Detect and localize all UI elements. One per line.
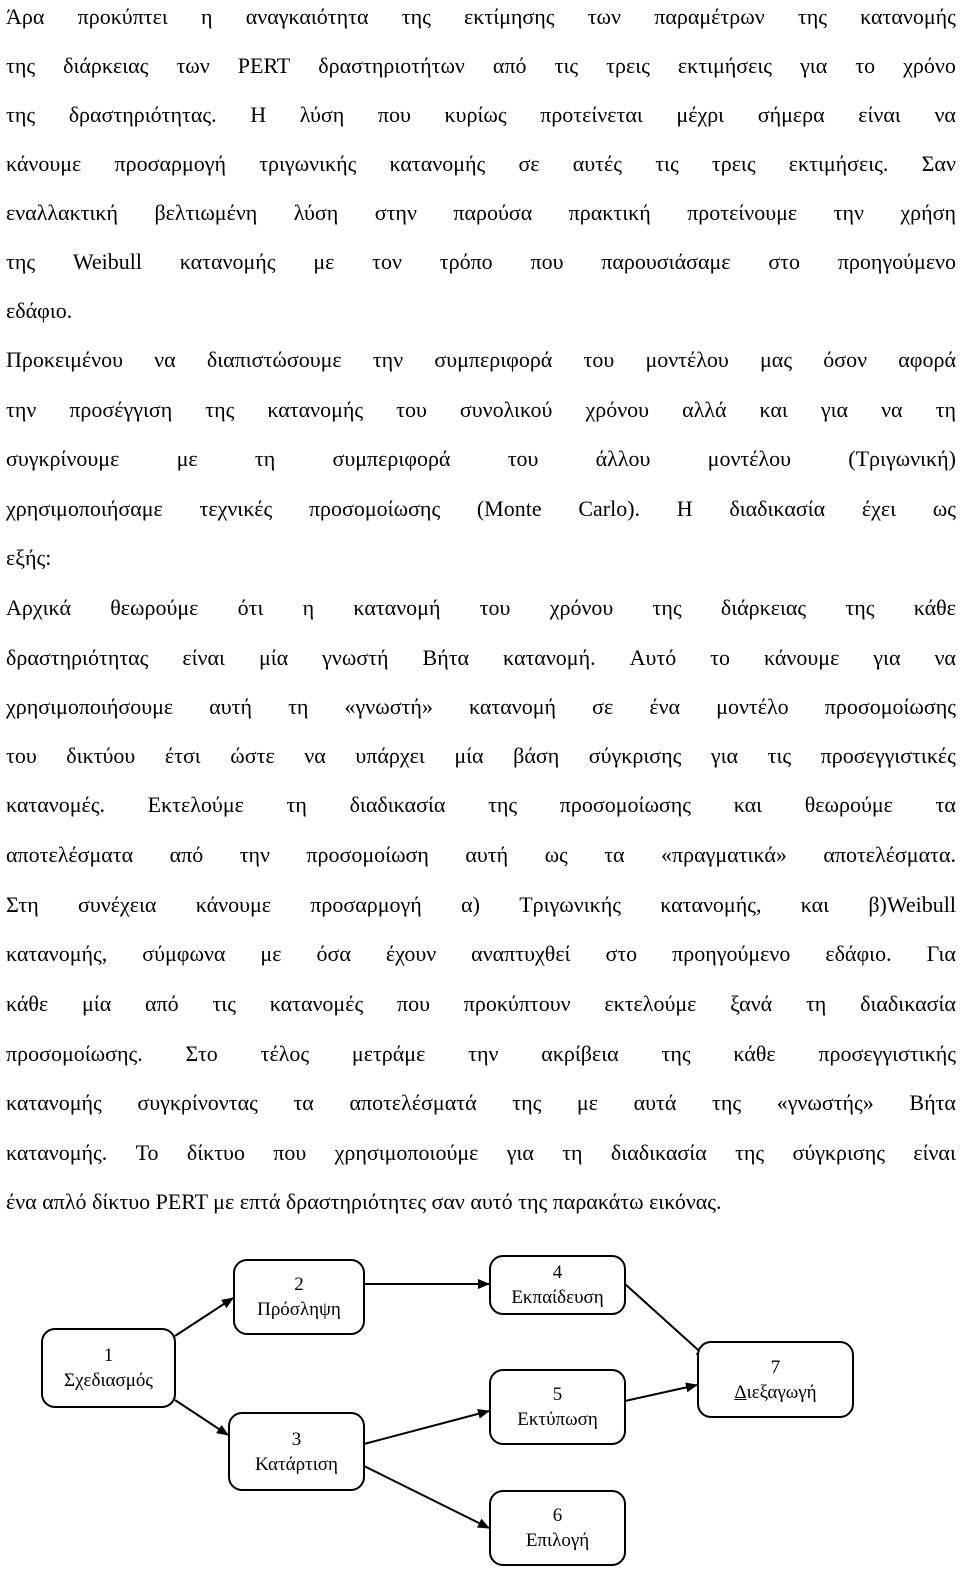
word: διαδικασία xyxy=(860,991,956,1016)
word: (Monte xyxy=(476,496,542,521)
node-number: 6 xyxy=(552,1505,563,1526)
word: δραστηριότητας. xyxy=(68,102,217,127)
word: μία xyxy=(81,991,112,1016)
word: «γνωστής» xyxy=(776,1090,874,1115)
word: το xyxy=(710,645,731,670)
node-label: Κατάρτιση xyxy=(255,1453,338,1475)
word: διαδικασία xyxy=(610,1140,707,1165)
word: θεωρούμε xyxy=(804,792,893,817)
node-7-execution xyxy=(697,1341,854,1418)
text-line xyxy=(6,939,956,969)
word: τον xyxy=(372,249,402,274)
word: σύμφωνα xyxy=(142,941,226,966)
node-number: 5 xyxy=(552,1384,563,1405)
word: κατανομή xyxy=(353,595,441,620)
word: χρησιμοποιήσαμε xyxy=(6,496,163,521)
word: Εκτελούμε xyxy=(147,792,244,817)
word: της xyxy=(712,1090,742,1115)
word: κατανομής, xyxy=(660,892,762,917)
text-line: εξής: xyxy=(6,545,52,570)
word: τα xyxy=(293,1090,314,1115)
word: την xyxy=(239,842,270,867)
word: εναλλακτική xyxy=(6,200,119,225)
word: προσομοίωσης. xyxy=(6,1041,143,1066)
word: με xyxy=(313,249,335,274)
word: προτείνεται xyxy=(540,102,643,127)
word: προσομοίωσης xyxy=(824,694,956,719)
word: είναι xyxy=(182,645,225,670)
word: για xyxy=(506,1140,534,1165)
word: την xyxy=(6,397,37,422)
word: προηγούμενο xyxy=(837,249,956,274)
word: και xyxy=(759,397,788,422)
word: είναι xyxy=(913,1140,956,1165)
word: χρόνου xyxy=(549,595,614,620)
node-1-design xyxy=(41,1328,176,1408)
text-line xyxy=(6,395,956,425)
word: που xyxy=(273,1140,307,1165)
word: δικτύου xyxy=(66,743,136,768)
word: Βήτα xyxy=(909,1090,956,1115)
edge-3-6 xyxy=(364,1466,489,1528)
node-5-printing xyxy=(489,1369,626,1445)
word: λύση xyxy=(293,200,339,225)
word: της xyxy=(6,53,36,78)
word: βάση xyxy=(513,743,560,768)
word: της xyxy=(652,595,682,620)
word: η xyxy=(201,4,213,29)
word: χρήση xyxy=(900,200,956,225)
node-4-education xyxy=(489,1255,626,1315)
word: έχουν xyxy=(385,941,437,966)
word: Άρα xyxy=(6,4,45,29)
word: ακρίβεια xyxy=(541,1041,619,1066)
word: από xyxy=(145,991,179,1016)
node-number: 7 xyxy=(770,1356,781,1378)
word: συμπεριφορά xyxy=(434,347,553,372)
word: μετράμε xyxy=(351,1041,426,1066)
text-line xyxy=(6,444,956,474)
word: της xyxy=(205,397,235,422)
edge-3-5 xyxy=(364,1411,489,1444)
node-label: Διεξαγωγή xyxy=(734,1381,817,1403)
node-3-training-setup xyxy=(228,1412,365,1491)
word: διάρκειας xyxy=(63,53,149,78)
word: τεχνικές xyxy=(199,496,273,521)
word: με xyxy=(260,941,282,966)
word: να xyxy=(934,645,956,670)
word: Αρχικά xyxy=(6,595,71,620)
edge-1-3 xyxy=(175,1400,228,1435)
word: την xyxy=(468,1041,499,1066)
word: της xyxy=(512,1090,542,1115)
word: κατανομής, xyxy=(6,941,108,966)
word: χρησιμοποιούμε xyxy=(334,1140,479,1165)
word: με xyxy=(576,1090,598,1115)
text-line xyxy=(6,890,956,920)
word: τις xyxy=(554,53,579,78)
text-line xyxy=(6,840,956,870)
word: θεωρούμε xyxy=(110,595,199,620)
node-6-selection xyxy=(489,1490,626,1566)
word: κατανομές. xyxy=(6,792,105,817)
word: των xyxy=(176,53,210,78)
word: διαδικασία xyxy=(729,496,826,521)
text-line xyxy=(6,1138,956,1168)
word: σήμερα xyxy=(757,102,825,127)
word: τη xyxy=(288,694,309,719)
word: διάρκειας xyxy=(720,595,807,620)
word: κατανομές xyxy=(269,991,364,1016)
word: των xyxy=(587,4,621,29)
word: για xyxy=(820,397,849,422)
word: κάνουμε xyxy=(6,151,82,176)
word: αναπτυχθεί xyxy=(471,941,571,966)
word: τρόπο xyxy=(439,249,493,274)
word: Στο xyxy=(185,1041,218,1066)
word: προσομοίωσης xyxy=(308,496,441,521)
word: Weibull xyxy=(72,249,142,274)
word: δραστηριοτήτων xyxy=(318,53,465,78)
word: που xyxy=(530,249,564,274)
word: Το xyxy=(135,1140,159,1165)
word: σε xyxy=(518,151,540,176)
word: τις xyxy=(655,151,679,176)
word: για xyxy=(873,645,901,670)
word: τη xyxy=(805,991,827,1016)
word: να xyxy=(881,397,903,422)
word: πρακτική xyxy=(568,200,651,225)
text-line xyxy=(6,198,956,228)
text-line: εδάφιο. xyxy=(6,298,73,323)
word: σύγκρισης xyxy=(792,1140,885,1165)
word: εδάφιο. xyxy=(825,941,892,966)
word: κάθε xyxy=(6,991,49,1016)
word: τα xyxy=(604,842,625,867)
word: παρούσα xyxy=(453,200,533,225)
text-line xyxy=(6,345,956,375)
word: διαπιστώσουμε xyxy=(206,347,342,372)
word: αποτελέσματα. xyxy=(823,842,956,867)
word: από xyxy=(169,842,204,867)
word: ως xyxy=(544,842,568,867)
word: δίκτυο xyxy=(186,1140,245,1165)
word: διαδικασία xyxy=(349,792,446,817)
word: όσα xyxy=(316,941,351,966)
word: στην xyxy=(374,200,417,225)
word: κατανομής xyxy=(860,4,956,29)
word: κάθε xyxy=(733,1041,776,1066)
word: προκύπτει xyxy=(77,4,168,29)
node-label: Σχεδιασμός xyxy=(64,1370,153,1391)
word: η xyxy=(302,595,315,620)
node-2-hiring xyxy=(233,1259,365,1335)
word: εκτίμησης xyxy=(464,4,555,29)
word: της xyxy=(488,792,518,817)
word: αποτελέσματά xyxy=(349,1090,477,1115)
word: μοντέλου xyxy=(707,446,792,471)
word: Σαν xyxy=(921,151,956,176)
word: στο xyxy=(768,249,801,274)
word: Η xyxy=(250,102,267,127)
word: Τριγωνικής xyxy=(519,892,621,917)
word: Αυτό xyxy=(629,645,677,670)
word: Carlo). xyxy=(578,496,641,521)
word: τέλος xyxy=(260,1041,310,1066)
node-number: 4 xyxy=(552,1262,563,1283)
word: κατανομής xyxy=(267,397,364,422)
word: την xyxy=(372,347,404,372)
word: α) xyxy=(461,892,480,917)
word: ένα xyxy=(649,694,681,719)
edge-4-7 xyxy=(625,1284,707,1358)
word: του xyxy=(583,347,615,372)
word: PERT xyxy=(237,53,291,78)
word: που xyxy=(396,991,430,1016)
text-line xyxy=(6,643,956,673)
word: δραστηριότητας xyxy=(6,645,149,670)
word: αποτελέσματα xyxy=(6,842,134,867)
word: συγκρίνοντας xyxy=(137,1090,258,1115)
word: σύγκρισης xyxy=(588,743,682,768)
word: του xyxy=(396,397,427,422)
node-number: 2 xyxy=(294,1274,304,1295)
word: κατανομής xyxy=(6,1090,102,1115)
word: τις xyxy=(212,991,236,1016)
edge-1-2 xyxy=(175,1298,233,1336)
word: της xyxy=(6,249,36,274)
word: κάνουμε xyxy=(195,892,272,917)
text-line xyxy=(6,989,956,1019)
text-line: ένα απλό δίκτυο PERT με επτά δραστηριότητες σαν αυτό της παρακάτω εικόνας. xyxy=(6,1189,722,1214)
word: αναγκαιότητα xyxy=(245,4,369,29)
word: προσομοίωση xyxy=(306,842,429,867)
word: γνωστή xyxy=(322,645,389,670)
word: τριγωνικής xyxy=(259,151,357,176)
word: κάνουμε xyxy=(764,645,840,670)
word: συνέχεια xyxy=(78,892,157,917)
word: της xyxy=(735,1140,765,1165)
word: τη xyxy=(286,792,307,817)
text-line xyxy=(6,1039,956,1069)
word: ως xyxy=(932,496,956,521)
word: που xyxy=(377,102,411,127)
word: της xyxy=(6,102,36,127)
word: αυτή xyxy=(465,842,509,867)
text-line xyxy=(6,247,956,277)
word: να xyxy=(304,743,326,768)
word: (Τριγωνική) xyxy=(848,446,956,471)
word: βελτιωμένη xyxy=(154,200,258,225)
word: Προκειμένου xyxy=(6,347,123,372)
word: προσέγγιση xyxy=(69,397,173,422)
word: τις xyxy=(767,743,792,768)
word: για xyxy=(710,743,739,768)
word: κατανομή xyxy=(469,694,557,719)
word: κατανομή. xyxy=(503,645,596,670)
word: του xyxy=(479,595,511,620)
word: και xyxy=(733,792,763,817)
word: μας xyxy=(760,347,793,372)
word: ώστε xyxy=(230,743,275,768)
word: χρόνου xyxy=(585,397,650,422)
word: προκύπτουν xyxy=(463,991,571,1016)
word: το xyxy=(855,53,876,78)
word: της xyxy=(845,595,875,620)
node-label: Επιλογή xyxy=(525,1530,590,1551)
word: μία xyxy=(258,645,289,670)
word: εκτιμήσεις. xyxy=(788,151,889,176)
word: έτσι xyxy=(164,743,201,768)
word: προηγούμενο xyxy=(672,941,791,966)
word: προτείνουμε xyxy=(687,200,798,225)
word: με xyxy=(176,446,198,471)
word: σε xyxy=(592,694,614,719)
word: κατανομής. xyxy=(6,1140,108,1165)
word: Στη xyxy=(6,892,39,917)
word: μία xyxy=(454,743,484,768)
word: αυτή xyxy=(209,694,252,719)
word: τη xyxy=(935,397,956,422)
word: υπάρχει xyxy=(355,743,425,768)
word: την xyxy=(833,200,864,225)
text-line xyxy=(6,790,956,820)
word: συμπεριφορά xyxy=(332,446,451,471)
word: αφορά xyxy=(898,347,956,372)
word: κατανομής xyxy=(179,249,276,274)
text-line xyxy=(6,593,956,623)
word: τα xyxy=(935,792,956,817)
word: άλλου xyxy=(595,446,651,471)
text-line xyxy=(6,1088,956,1118)
word: τρεις xyxy=(606,53,650,78)
word: χρόνο xyxy=(903,53,956,78)
word: «γνωστή» xyxy=(344,694,433,719)
word: μοντέλου xyxy=(645,347,729,372)
node-number: 1 xyxy=(103,1345,114,1366)
word: του xyxy=(6,743,37,768)
pert-network-diagram xyxy=(0,1240,960,1569)
word: έχει xyxy=(861,496,897,521)
word: κάθε xyxy=(913,595,956,620)
word: τη xyxy=(562,1140,583,1165)
node-number: 3 xyxy=(291,1428,302,1450)
node-label: Πρόσληψη xyxy=(257,1299,341,1320)
word: ότι xyxy=(237,595,264,620)
word: και xyxy=(800,892,830,917)
word: συνολικού xyxy=(459,397,553,422)
text-line xyxy=(6,2,956,32)
word: όσον xyxy=(823,347,868,372)
word: να xyxy=(154,347,176,372)
word: εκτελούμε xyxy=(604,991,697,1016)
word: προσαρμογή xyxy=(114,151,226,176)
word: προσεγγιστικής xyxy=(818,1041,956,1066)
word: στο xyxy=(605,941,638,966)
word: εκτιμήσεις xyxy=(677,53,773,78)
text-line xyxy=(6,494,956,524)
text-line xyxy=(6,692,956,722)
word: αυτά xyxy=(633,1090,677,1115)
word: από xyxy=(492,53,527,78)
word: κατανομής xyxy=(389,151,486,176)
word: Βήτα xyxy=(422,645,470,670)
word: του xyxy=(507,446,539,471)
word: αλλά xyxy=(682,397,727,422)
node-label: Εκπαίδευση xyxy=(511,1287,604,1308)
word: να xyxy=(934,102,956,127)
node-label: Εκτύπωση xyxy=(517,1409,598,1430)
word: λύση xyxy=(299,102,345,127)
word: της xyxy=(401,4,431,29)
word: χρησιμοποιήσουμε xyxy=(6,694,174,719)
word: ξανά xyxy=(730,991,773,1016)
text-line xyxy=(6,149,956,179)
text-line xyxy=(6,51,956,81)
word: είναι xyxy=(858,102,901,127)
text-line xyxy=(6,741,956,771)
word: αυτές xyxy=(572,151,622,176)
word: τρεις xyxy=(711,151,756,176)
word: προσομοίωσης xyxy=(559,792,692,817)
text-line xyxy=(6,100,956,130)
word: τη xyxy=(254,446,276,471)
word: προσαρμογή xyxy=(310,892,422,917)
word: συγκρίνουμε xyxy=(6,446,120,471)
word: προσεγγιστικές xyxy=(820,743,956,768)
word: κυρίως xyxy=(444,102,507,127)
word: της xyxy=(797,4,827,29)
word: μέχρι xyxy=(676,102,725,127)
word: μοντέλο xyxy=(716,694,789,719)
word: παρουσιάσαμε xyxy=(601,249,731,274)
word: παραμέτρων xyxy=(654,4,765,29)
word: για xyxy=(800,53,828,78)
word: β)Weibull xyxy=(868,892,956,917)
word: Για xyxy=(926,941,956,966)
word: Η xyxy=(676,496,693,521)
edge-5-7 xyxy=(625,1385,697,1401)
word: της xyxy=(661,1041,691,1066)
word: «πραγματικά» xyxy=(661,842,787,867)
